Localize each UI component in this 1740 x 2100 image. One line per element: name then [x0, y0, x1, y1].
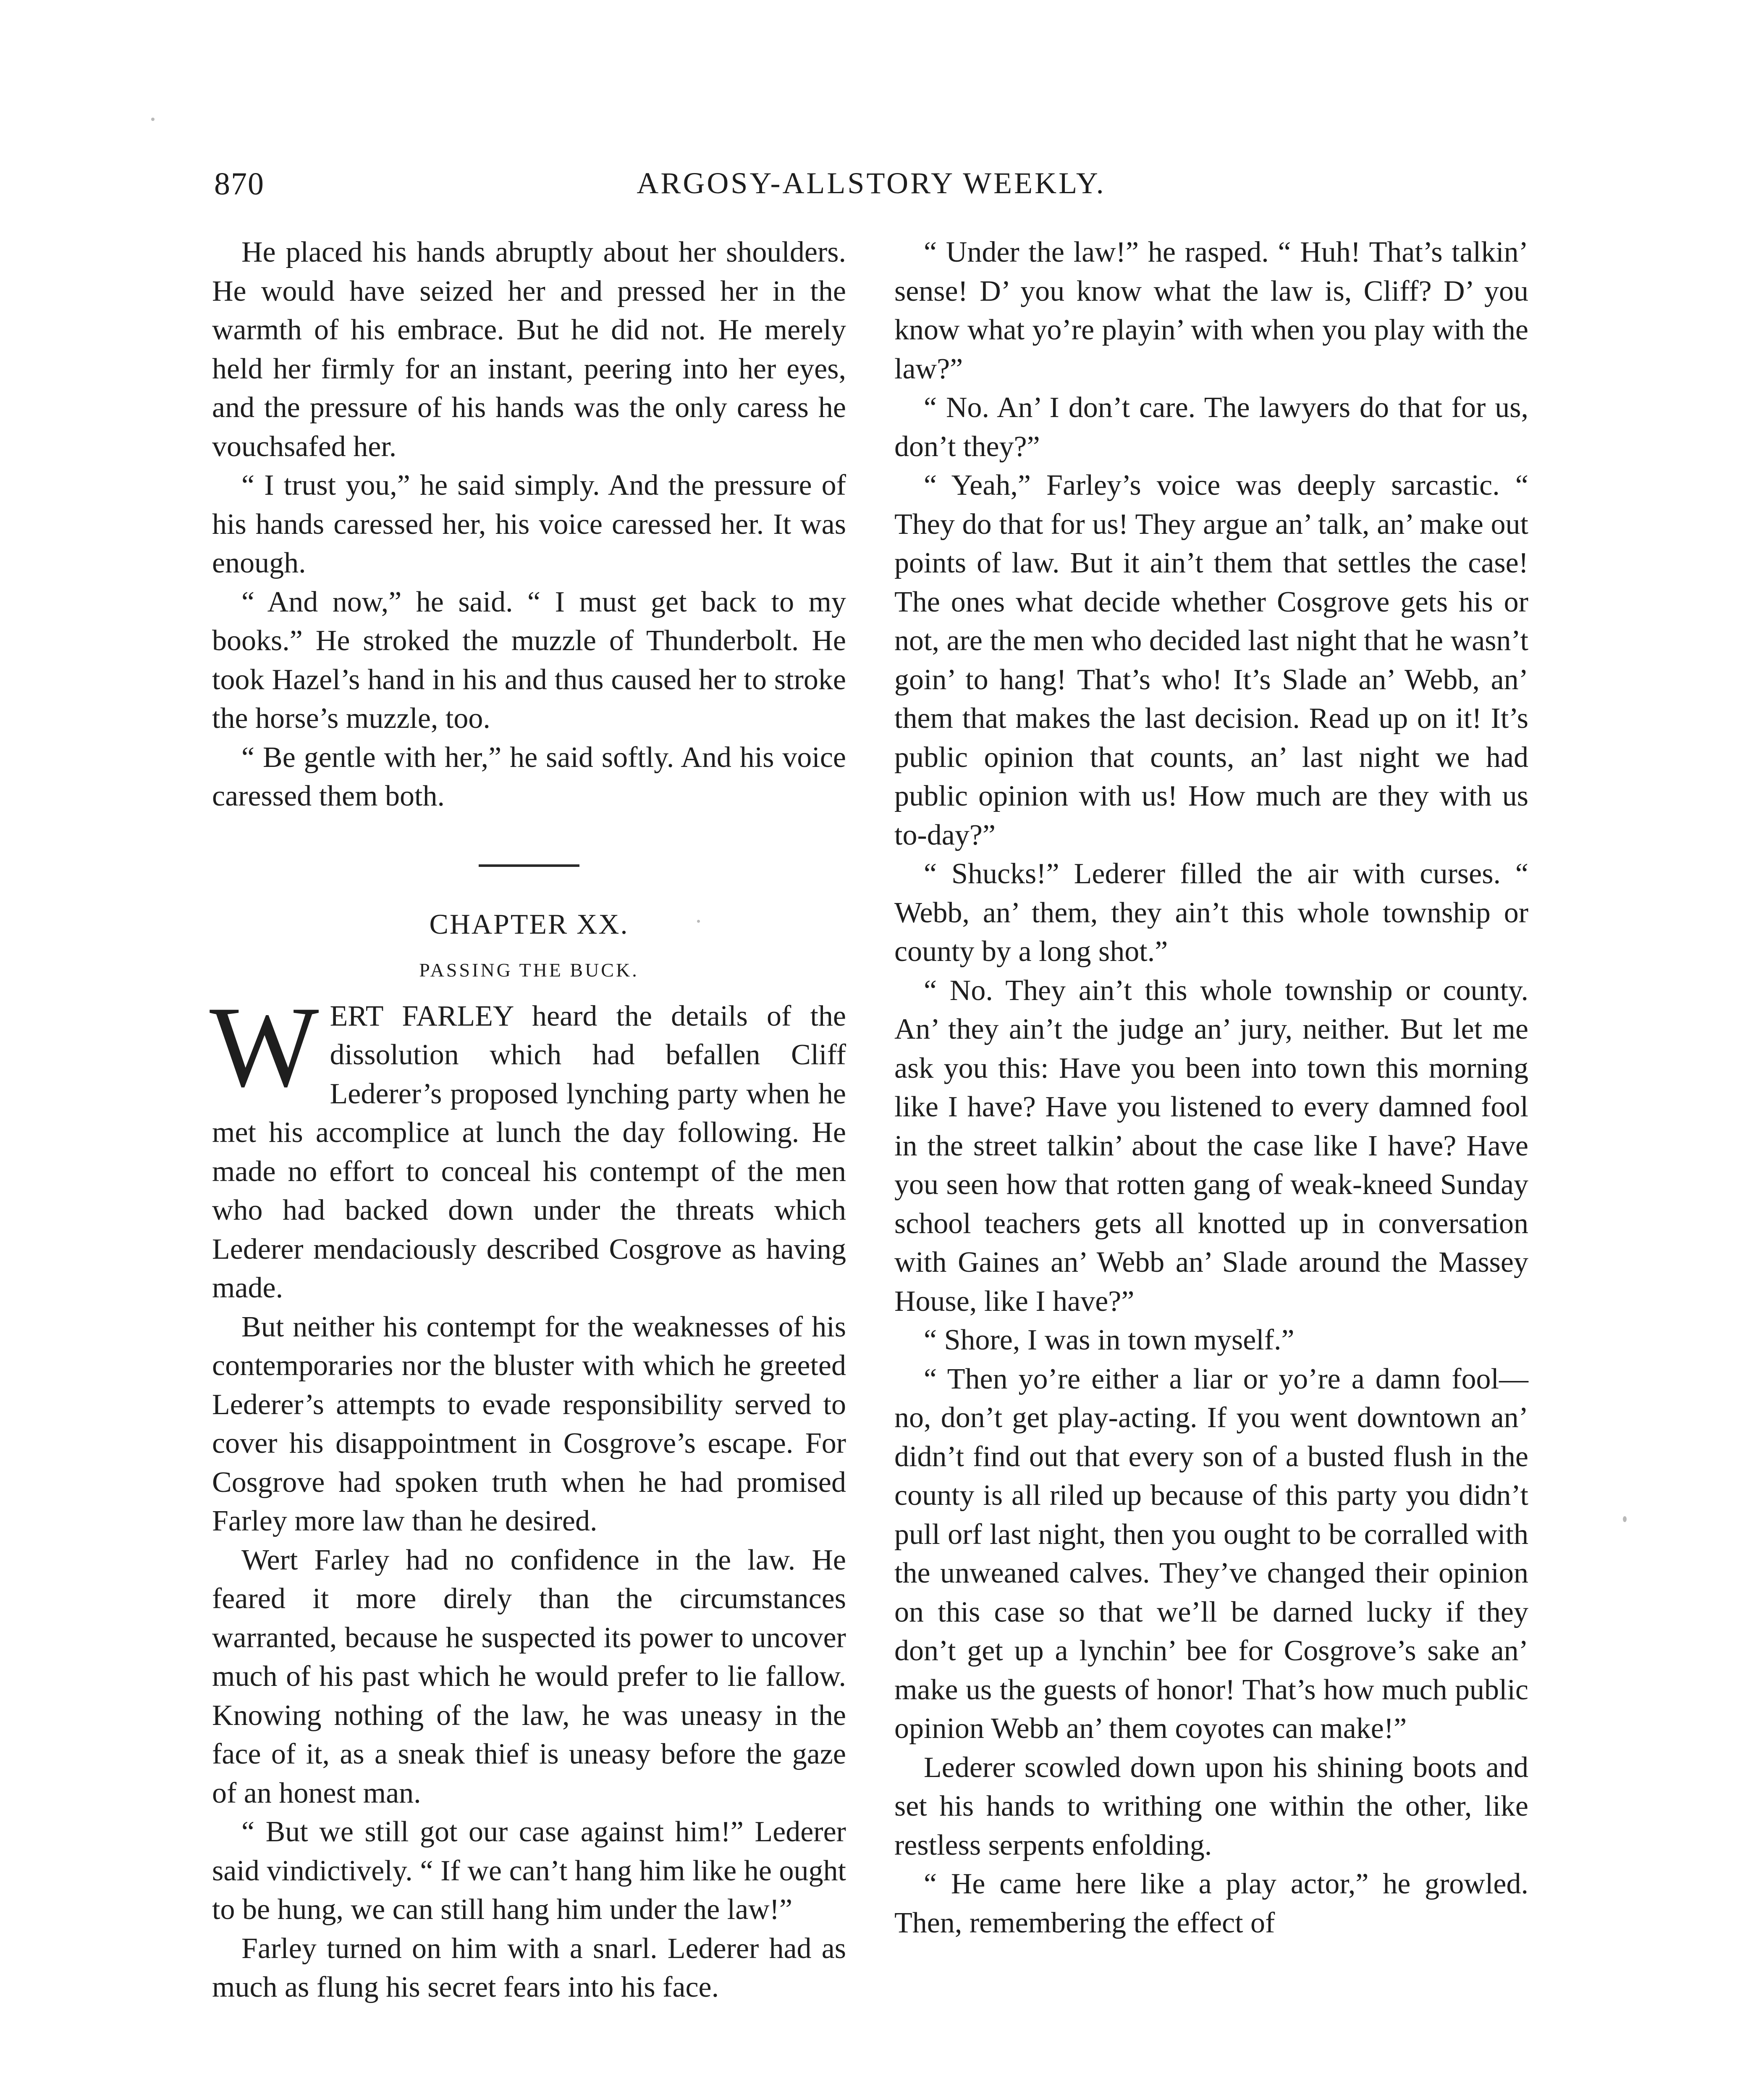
paragraph: Wert Farley had no confidence in the law. He feared it more direly than the circumstances warranted, because he suspected its power to uncover much of his past which he would prefer to lie fallow. Knowing nothing of the law, he was uneasy in the face of it, as a sneak thief is uneasy before the gaze of an honest man. [212, 1544, 846, 1809]
paragraph: “ No. They ain’t this whole township or county. An’ they ain’t the judge an’ jury, neither. But let me ask you this: Have you been into town this morning like I have? Have you listened to every damned fool in the street talkin’ about the case like I have? Have you seen how that rotten gang of weak-kneed Sunday school teachers gets all knotted up in conversation with Gaines an’ Webb an’ Slade around the Massey House, like I have?” [894, 974, 1528, 1318]
chapter-opening-text: ERT FARLEY heard the details of the dissolution which had befallen Cliff Lederer’s proposed lynching party when he met his accomplice at lunch the day following. He made no effort to conceal his contempt of the men who had backed down under the threats which Lederer mendaciously described Cosgrove as having made. [212, 1000, 846, 1304]
paragraph: Lederer scowled down upon his shining boots and set his hands to writhing one within the other, like restless serpents enfolding. [894, 1751, 1528, 1861]
paragraph: He placed his hands abruptly about her shoulders. He would have seized her and pressed her in the warmth of his embrace. But he did not. He merely held her firmly for an instant, peering into her eyes, and the pressure of his hands was the only caress he vouchsafed her. [212, 236, 846, 463]
paragraph: “ I trust you,” he said simply. And the pressure of his hands caressed her, his voice caressed her. It was enough. [212, 469, 846, 579]
running-title: ARGOSY-ALLSTORY WEEKLY. [637, 166, 1106, 200]
paragraph: “ Shore, I was in town myself.” [924, 1324, 1295, 1356]
section-divider [479, 864, 579, 867]
chapter-title: CHAPTER XX. [429, 908, 629, 940]
paragraph: Farley turned on him with a snarl. Lederer had as much as flung his secret fears into his face. [212, 1932, 846, 2003]
paragraph: “ Be gentle with her,” he said softly. And his voice caressed them both. [212, 741, 846, 812]
right-column [894, 233, 1528, 2100]
page-header [214, 166, 1528, 216]
paragraph: “ Yeah,” Farley’s voice was deeply sarcastic. “ They do that for us! They argue an’ talk, an’ make out points of law. But it ain’t them that settles the case! The ones what decide whether Cosgrove gets his or not, are the men who decided last night that he wasn’t goin’ to hang! That’s who! It’s Slade an’ Webb, an’ them that makes the last decision. Read up on it! It’s public opinion that counts, an’ last night we had public opinion with us! How much are they with us to-day?” [894, 469, 1528, 851]
left-column [212, 233, 846, 2100]
paragraph: But neither his contempt for the weaknesses of his contemporaries nor the bluster with which he greeted Lederer’s attempts to evade responsibility served to cover his disappointment in Cosgrove’s escape. For Cosgrove had spoken truth when he had promised Farley more law than he desired. [212, 1310, 846, 1537]
chapter-opening-paragraph [210, 982, 846, 1308]
paragraph: “ Then yo’re either a liar or yo’re a damn fool—no, don’t get play-acting. If you went downtown an’ didn’t find out that every son of a busted flush in the county is all riled up because of this party you didn’t pull orf last night, then you ought to be corralled with the unweaned calves. They’ve changed their opinion on this case so that we’ll be darned lucky if they don’t get up a lynchin’ bee for Cosgrove’s sake an’ make us the guests of honor! That’s how much public opinion Webb an’ them coyotes can make!” [894, 1362, 1528, 1745]
chapter-subtitle: PASSING THE BUCK. [419, 959, 639, 981]
paper-speck [1623, 1516, 1627, 1522]
paper-speck [151, 118, 155, 121]
paragraph: “ Under the law!” he rasped. “ Huh! That’s talkin’ sense! D’ you know what the law is, Cliff? D’ you know what yo’re playin’ with when you play with the law?” [894, 236, 1528, 385]
page-number: 870 [214, 166, 265, 202]
paper-speck [697, 920, 700, 923]
paragraph: “ He came here like a play actor,” he growled. Then, remembering the effect of [894, 1868, 1528, 1939]
drop-cap: W [210, 982, 319, 1111]
paragraph: “ Shucks!” Lederer filled the air with curses. “ Webb, an’ them, they ain’t this whole township or county by a long shot.” [894, 858, 1528, 968]
paragraph: “ No. An’ I don’t care. The lawyers do that for us, don’t they?” [894, 391, 1528, 463]
paragraph: “ And now,” he said. “ I must get back to my books.” He stroked the muzzle of Thunderbolt. He took Hazel’s hand in his and thus caused her to stroke the horse’s muzzle, too. [212, 585, 846, 735]
paragraph: “ But we still got our case against him!” Lederer said vindictively. “ If we can’t hang him like he ought to be hung, we can still hang him under the law!” [212, 1816, 846, 1926]
